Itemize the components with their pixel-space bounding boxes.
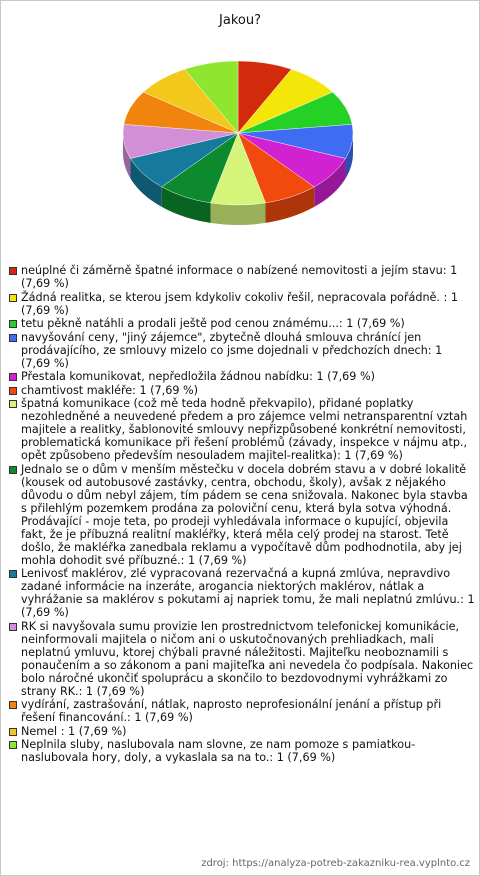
legend-label: vydírání, zastrašování, nátlak, naprosto neprofesionální jenání a přístup při řešení financování.: 1 (7,69 %)	[21, 698, 442, 724]
legend-swatch	[9, 334, 17, 342]
legend-swatch	[9, 267, 17, 275]
chart-title: Jakou?	[219, 13, 261, 28]
legend-swatch	[9, 728, 17, 736]
legend-swatch	[9, 387, 17, 395]
legend-swatch	[9, 623, 17, 631]
legend-label: Nemel : 1 (7,69 %)	[21, 724, 127, 738]
legend-label: Žádná realitka, se kterou jsem kdykoliv cokoliv řešil, nepracovala pořádně. : 1 (7,69 %)	[21, 290, 458, 317]
legend-label: Jednalo se o dům v menším městečku v docela dobrém stavu a v dobré lokalitě (kousek od autobusové zastávky, centra, obchodu, školy), avšak z nějakého důvodu o dům nebyl zájem, tím pádem se cena snižovala. Nakonec byla stavba s přilehlým pozemkem prodána za poloviční cenu, která byla sotva výhodná. Prodávající - moje teta, po prodeji vyhledávala informace o kupující, objevila fakt, že je příbuzná realitní makléřky, která měla celý prodej na starost. Tetě došlo, že makléřka zanedbala reklamu a vypočítavě dům podhodnotila, aby jej mohla dohodit své příbuzné.: 1 (7,69 %)	[21, 462, 468, 567]
legend-swatch	[9, 400, 17, 408]
legend-item	[9, 463, 475, 567]
legend-label: špatná komunikace (což mě teda hodně překvapilo), přidané poplatky nezohledněné a neuvedené předem a pro zájemce velmi netransparentní vztah majitele a realitky, šablonovité smlouvy nepřizpůsobené konkrétní nemovitosti, problematická komunikace při řešení problémů (závady, inspekce v nájmu atp., opět způsobeno především nesouladem majitel-realitka): 1 (7,69 %)	[21, 397, 468, 462]
source-credit: zdroj: https://analyza-potreb-zakazniku-rea.vyplnto.cz	[201, 858, 470, 869]
legend-swatch	[9, 701, 17, 709]
legend-swatch	[9, 466, 17, 474]
legend-label: chamtivost makléře: 1 (7,69 %)	[21, 383, 199, 397]
legend-item	[9, 384, 475, 397]
legend-item	[9, 331, 475, 370]
legend-item	[9, 725, 475, 738]
legend-item	[9, 698, 475, 724]
legend-label: navyšování ceny, "jiný zájemce", zbytečně dlouhá smlouva chránící jen prodávajícího, ze smlouvy mizelo co jsme dojednali v předchozích dnech: 1 (7,69 %)	[21, 330, 443, 370]
legend-item	[9, 370, 475, 383]
legend-item	[9, 317, 475, 330]
legend-swatch	[9, 294, 17, 302]
legend-label: neúplné či záměrně špatné informace o nabízené nemovitosti a jejím stavu: 1 (7,69 %)	[21, 264, 458, 290]
legend-item	[9, 264, 475, 290]
pie-chart	[1, 41, 479, 251]
legend-item	[9, 620, 475, 698]
legend-item	[9, 567, 475, 619]
legend-item	[9, 291, 475, 317]
chart-legend	[9, 264, 475, 765]
legend-label: RK si navyšovala sumu provizie len prostrednictvom telefonickej komunikácie, neinformovali majitela o ničom ani o uskutočnovaných prehliadkach, mali neplatnú ymluvu, ktorej chýbali pravné náležitosti. Majiteľku neoboznamili s ponaučením a so zákonom a pani majiteľka ani nevedela čo podpísala. Nakoniec bolo náročné ukončiť spoluprácu a skončilo to bezdovodnymi vyhrážkami zo strany RK.: 1 (7,69 %)	[21, 619, 474, 698]
legend-label: tetu pěkně natáhli a prodali ještě pod cenou známému...: 1 (7,69 %)	[21, 317, 405, 330]
legend-item	[9, 397, 475, 462]
legend-label: Lenivosť maklérov, zlé vypracovaná rezervačná a kupná zmlúva, nepravdivo zadané informácie na inzeráte, arogancia niektorých maklérov, nátlak a vyhrážanie sa maklérov s pokutami aj napriek tomu, že mali neplatnú zmlúvu.: 1 (7,69 %)	[21, 567, 475, 619]
pie-slice-side	[210, 203, 265, 225]
legend-swatch	[9, 741, 17, 749]
legend-label: Neplnila sluby, naslubovala nam slovne, ze nam pomoze s pamiatkou-naslubovala hory, doly, a vykaslala sa na to.: 1 (7,69 %)	[21, 738, 416, 764]
legend-item	[9, 738, 475, 764]
legend-swatch	[9, 320, 17, 328]
legend-swatch	[9, 373, 17, 381]
legend-label: Přestala komunikovat, nepředložila žádnou nabídku: 1 (7,69 %)	[21, 370, 375, 383]
legend-swatch	[9, 570, 17, 578]
